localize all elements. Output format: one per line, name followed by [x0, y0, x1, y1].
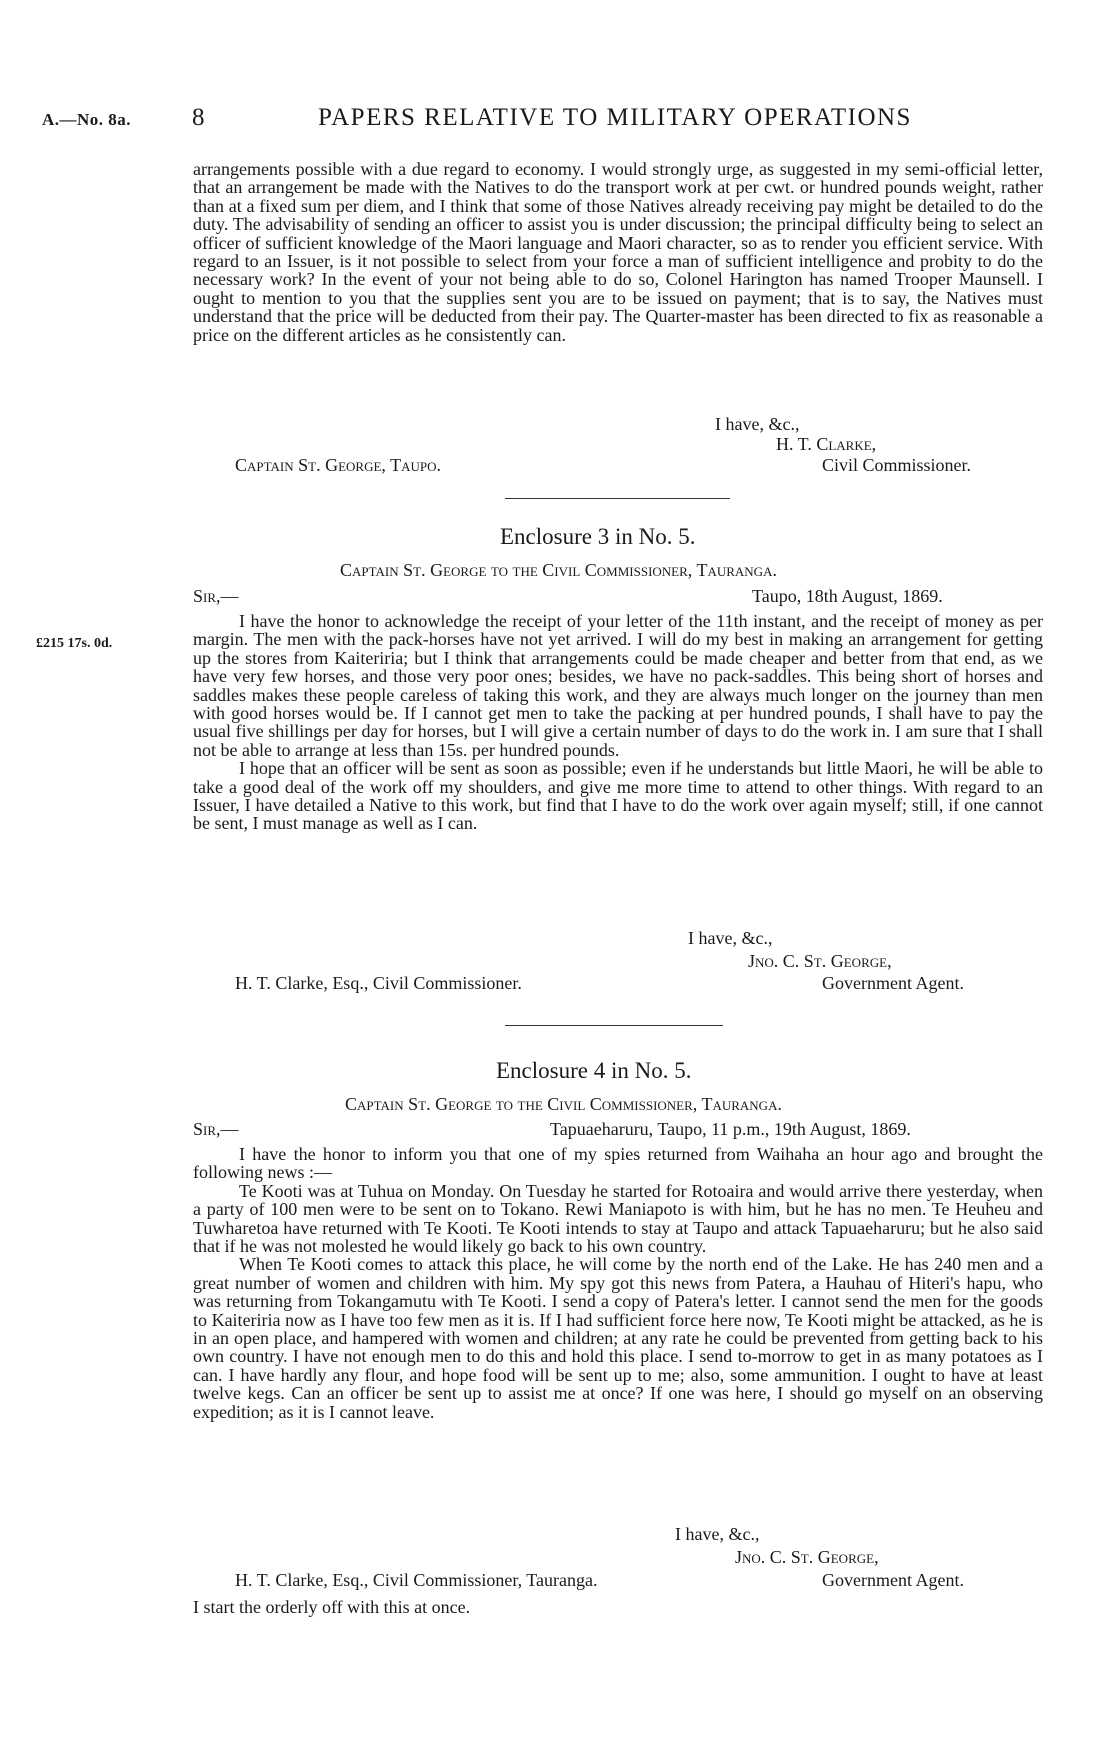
enclosure3-paragraph-1: I have the honor to acknowledge the receipt of your letter of the 11th instant, and the receipt of money as per margin. The men with the pack-horses have not yet arrived. I will do my best in making an arrangement for getting up the stores from Kaiteriria; but I think that arrangements could be made cheaper and better from that end, as we have very few horses, and those very poor ones; besides, we have no pack-saddles. This being short of horses and saddles makes these people careless of taking this work, and they are always much longer on the journey than men with good horses would be. If I cannot get men to take the packing at per hundred pounds, I shall have to pay the usual five shillings per day for horses, but I will give a certain number of days to do the work in. I am sure that I shall not be able to arrange at less than 15s. per hundred pounds.	[193, 611, 1043, 760]
enclosure4-closing: I have, &c.,	[675, 1524, 760, 1544]
enclosure3-body-block	[193, 612, 1043, 833]
enclosure3-salutation: Sir,—	[193, 586, 239, 606]
enclosure4-signature-title: Government Agent.	[822, 1570, 964, 1590]
enclosure3-place-date: Taupo, 18th August, 1869.	[752, 586, 943, 606]
enclosure4-addressee: H. T. Clarke, Esq., Civil Commissioner, Tauranga.	[235, 1570, 598, 1590]
letter1-closing: I have, &c.,	[715, 414, 800, 434]
enclosure3-closing: I have, &c.,	[688, 928, 773, 948]
running-title: PAPERS RELATIVE TO MILITARY OPERATIONS	[318, 104, 912, 131]
enclosure4-paragraph-1: I have the honor to inform you that one of my spies returned from Waihaha an hour ago and brought the following news :—	[193, 1144, 1043, 1183]
enclosure4-route: Captain St. George to the Civil Commissioner, Tauranga.	[345, 1094, 782, 1114]
section-divider	[505, 498, 730, 499]
enclosure3-signature-title: Government Agent.	[822, 973, 964, 993]
section-divider	[505, 1025, 723, 1026]
enclosure4-title: Enclosure 4 in No. 5.	[496, 1058, 692, 1083]
enclosure4-salutation: Sir,—	[193, 1119, 239, 1139]
letter1-body: arrangements possible with a due regard to economy. I would strongly urge, as suggested in my semi-official letter, that an arrangement be made with the Natives to do the transport work at per cwt. or hundred pounds weight, rather than at a fixed sum per diem, and I think that some of those Natives already receiving pay might be detailed to do the duty. The advisability of sending an officer to assist you is under discussion; the principal difficulty being to select an officer of sufficient knowledge of the Maori language and Maori character, so as to render you efficient service. With regard to an Issuer, is it not possible to select from your force a man of sufficient intelligence and probity to do the necessary work? In the event of your not being able to do so, Colonel Harington has named Trooper Maunsell. I ought to mention to you that the supplies sent you are to be issued on payment; that is to say, the Natives must understand that the price will be deducted from their pay. The Quarter-master has been directed to fix as reasonable a price on the different articles as he consistently can.	[193, 159, 1043, 345]
letter1-body-block	[193, 160, 1043, 344]
letter1-signature-title: Civil Commissioner.	[822, 455, 972, 475]
enclosure4-body-block	[193, 1145, 1043, 1421]
enclosure4-place-date: Tapuaeharuru, Taupo, 11 p.m., 19th August, 1869.	[550, 1119, 911, 1139]
letter1-addressee: Captain St. George, Taupo.	[235, 455, 441, 475]
page-header	[0, 104, 1114, 134]
page-number: 8	[192, 104, 205, 131]
enclosure3-route: Captain St. George to the Civil Commissioner, Tauranga.	[340, 560, 777, 580]
enclosure4-signature: Jno. C. St. George,	[735, 1547, 879, 1567]
enclosure3-margin-note: £215 17s. 0d.	[36, 636, 113, 651]
enclosure3-title: Enclosure 3 in No. 5.	[500, 524, 696, 549]
document-reference: A.—No. 8a.	[42, 110, 132, 129]
enclosure4-paragraph-3: When Te Kooti comes to attack this place, he will come by the north end of the Lake. He has 240 men and a great number of women and children with him. My spy got this news from Patera, a Hauhau of Hiteri's hapu, who was returning from Tokangamutu with Te Kooti. I send a copy of Patera's letter. I cannot send the men for the goods to Kaiteriria now as I have too few men as it is. If I had sufficient force here now, Te Kooti might be attacked, as he is in an open place, and hampered with women and children; at any rate he could be prevented from getting back to his own country. I have not enough men to do this and hold this place. I send to-morrow to get in as many potatoes as I can. I have hardly any flour, and hope food will be sent up to me; also, some ammunition. I ought to have at least twelve kegs. Can an officer be sent up to assist me at once? If one was here, I should go myself on an observing expedition; as it is I cannot leave.	[193, 1254, 1043, 1422]
letter1-signature: H. T. Clarke,	[776, 434, 877, 454]
enclosure4-paragraph-2: Te Kooti was at Tuhua on Monday. On Tuesday he started for Rotoaira and would arrive there yesterday, when a party of 100 men were to be sent on to Tokano. Rewi Maniapoto is with him, but he has no men. Te Heuheu and Tuwharetoa have returned with Te Kooti. Te Kooti intends to stay at Taupo and attack Tapuaeharuru; but he also said that if he was not molested he would likely go back to his own country.	[193, 1180, 1043, 1257]
enclosure3-paragraph-2: I hope that an officer will be sent as soon as possible; even if he understands but little Maori, he will be able to take a good deal of the work off my shoulders, and give me more time to attend to other things. With regard to an Issuer, I have detailed a Native to this work, but find that I have to do the work over again myself; still, if one cannot be sent, I must manage as well as I can.	[193, 758, 1043, 834]
enclosure4-postscript: I start the orderly off with this at once.	[193, 1597, 471, 1617]
enclosure3-signature: Jno. C. St. George,	[748, 951, 892, 971]
enclosure3-addressee: H. T. Clarke, Esq., Civil Commissioner.	[235, 973, 522, 993]
